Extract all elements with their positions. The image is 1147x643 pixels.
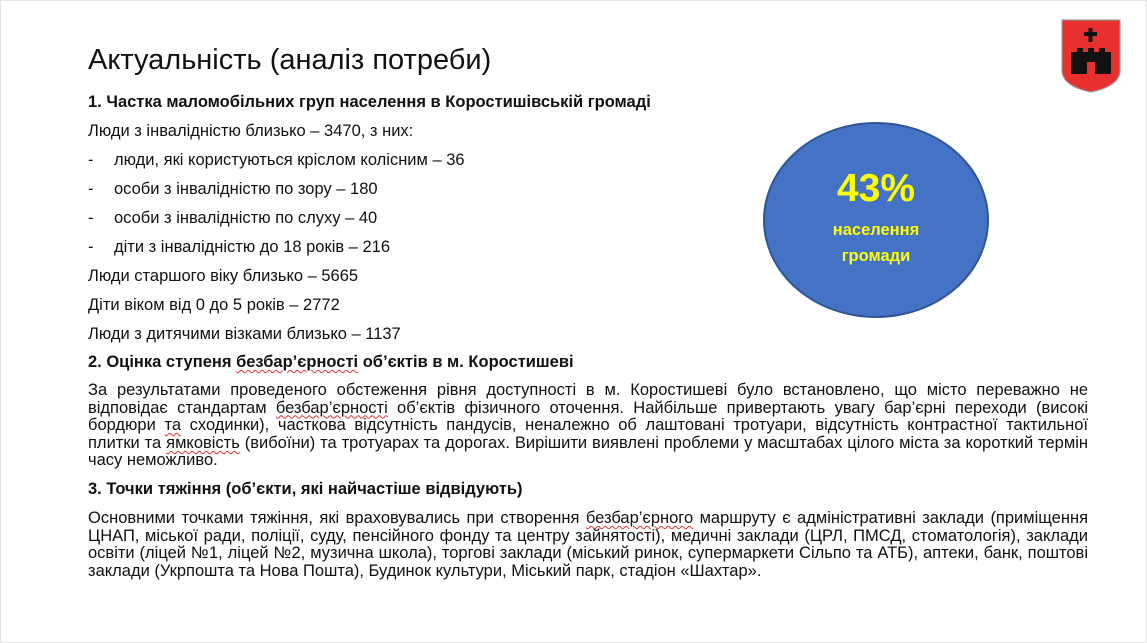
- list-item-text: люди, які користуються кріслом колісним – 36: [114, 151, 465, 169]
- stat-line-strollers: Люди з дитячими візками близько – 1137: [88, 325, 401, 343]
- section2-heading-end: об’єктів в м. Коростишеві: [358, 353, 574, 371]
- section2-heading: [88, 353, 574, 372]
- paragraph-marked-word: безбар’єрності: [275, 398, 388, 417]
- section3-paragraph: [88, 510, 1088, 580]
- population-share-percent: 43%: [836, 167, 916, 210]
- population-share-caption-1: населення: [832, 221, 920, 239]
- section1-heading: 1. Частка маломобільних груп населення в Коростишівській громаді: [88, 93, 651, 111]
- paragraph-text: маршруту є адміністративні заклади (приміщення ЦНАП, міської ради, поліції, суду, пенсійного фонду та центру зайнятості), медичні заклади (ЦРЛ, ПМСД, стоматологія), заклади освіти (ліцей №1, ліцей №2, музична школа), торгові заклади (міський ринок, супермаркети Сільпо та АТБ), аптеки, банк, поштові заклади (Укрпошта та Нова Пошта), Будинок культури, Міський парк, стадіон «Шахтар».: [88, 509, 1088, 580]
- list-item-text: особи з інвалідністю по слуху – 40: [114, 209, 378, 227]
- paragraph-marked-word: безбар’єрного: [585, 509, 694, 527]
- paragraph-marked-word: та: [164, 416, 182, 435]
- bullet-marker: -: [88, 209, 94, 227]
- list-item-text: особи з інвалідністю по зору – 180: [114, 180, 378, 198]
- paragraph-text: Основними точками тяжіння, які враховувались при створення: [88, 509, 586, 527]
- list-item: [88, 180, 378, 199]
- section3-heading: 3. Точки тяжіння (об’єкти, які найчастіше відвідують): [88, 480, 523, 498]
- city-coat-of-arms-icon: [1060, 18, 1122, 94]
- page-title: Актуальність (аналіз потреби): [88, 44, 492, 76]
- paragraph-text: (вибоїни) та тротуарах та дорогах. Вирішити виявлені проблеми у масштабах цілого міста за короткий термін часу неможливо.: [88, 433, 1088, 470]
- paragraph-marked-word: ямковість: [166, 433, 240, 452]
- paragraph-text: об’єктів фізичного оточення. Найбільше привертають увагу бар’єрні переходи (високі бордюри: [88, 398, 1088, 435]
- stat-line-children: Діти віком від 0 до 5 років – 2772: [88, 296, 340, 314]
- list-item: [88, 238, 390, 257]
- population-share-caption-2: громади: [841, 247, 911, 265]
- list-item-text: діти з інвалідністю до 18 років – 216: [114, 238, 391, 256]
- bullet-marker: -: [88, 151, 94, 169]
- bullet-marker: -: [88, 180, 94, 198]
- section1-intro: Люди з інвалідністю близько – 3470, з них:: [88, 122, 414, 140]
- paragraph-text: За результатами проведеного обстеження рівня доступності в м. Коростишеві було встановлено, що місто переважно не відповідає стандартам: [88, 381, 1088, 417]
- paragraph-text: сходинки), часткова відсутність пандусів, неналежно об лаштовані тротуари, відсутність контрастної тактильної плитки та: [88, 416, 1089, 452]
- list-item: [88, 209, 377, 228]
- list-item: [88, 151, 465, 170]
- section2-heading-start: 2. Оцінка ступеня: [88, 353, 237, 371]
- section2-heading-marked: безбар’єрності: [236, 353, 359, 371]
- population-share-circle: [763, 122, 989, 318]
- section2-paragraph: [88, 382, 1088, 470]
- bullet-marker: -: [88, 238, 94, 256]
- stat-line-elderly: Люди старшого віку близько – 5665: [88, 267, 359, 285]
